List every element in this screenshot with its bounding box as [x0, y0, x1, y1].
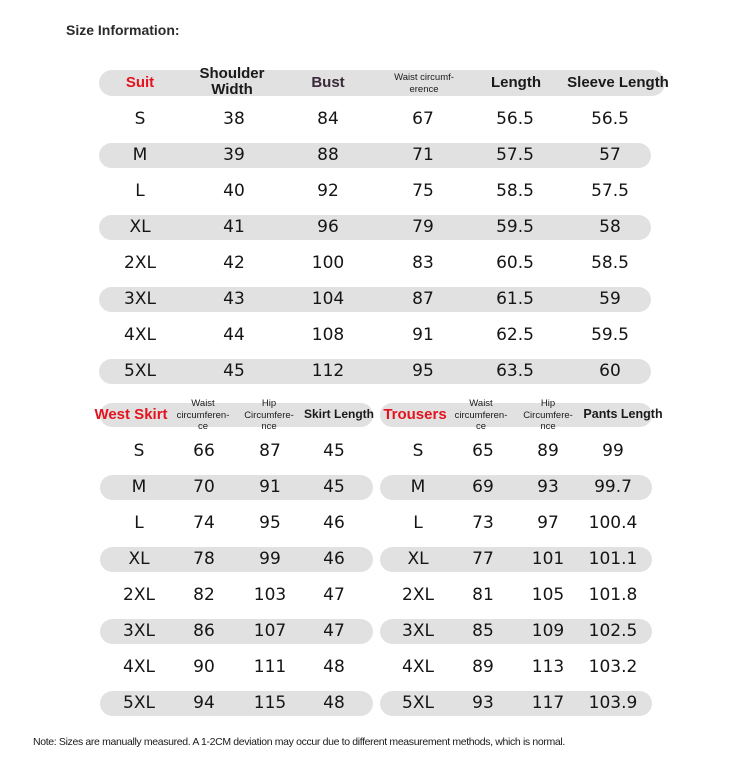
hip: 109 [531, 621, 565, 641]
waist: 85 [472, 621, 494, 641]
waist: 82 [193, 585, 215, 605]
header-skirt-length: Skirt Length [303, 407, 375, 421]
shoulder: 39 [223, 145, 245, 165]
header-bust: Bust [311, 74, 345, 91]
waist: 66 [193, 441, 215, 461]
size: 2XL [123, 585, 155, 605]
size: 4XL [402, 657, 434, 677]
length: 57.5 [496, 145, 534, 165]
bust: 108 [311, 325, 345, 345]
shoulder: 41 [223, 217, 245, 237]
sleeve: 58.5 [591, 253, 629, 273]
size: M [132, 145, 148, 165]
size: S [412, 441, 424, 461]
hip: 113 [531, 657, 565, 677]
length: 59.5 [496, 217, 534, 237]
bust: 84 [317, 109, 339, 129]
hip: 105 [531, 585, 565, 605]
length: 60.5 [496, 253, 534, 273]
size: L [413, 513, 423, 533]
bust: 112 [311, 361, 345, 381]
measurement-note: Note: Sizes are manually measured. A 1-2CM deviation may occur due to different measurement methods, which is normal. [33, 736, 565, 748]
hip: 97 [537, 513, 559, 533]
waist: 67 [412, 109, 434, 129]
size: S [134, 109, 146, 129]
skirt-length: 46 [323, 549, 345, 569]
size: XL [128, 549, 150, 569]
header-suit: Suit [125, 74, 155, 91]
skirt-length: 47 [323, 621, 345, 641]
pants-length: 100.4 [588, 513, 638, 533]
row-stripe [99, 143, 651, 168]
hip: 95 [259, 513, 281, 533]
hip: 89 [537, 441, 559, 461]
shoulder: 38 [223, 109, 245, 129]
waist: 87 [412, 289, 434, 309]
length: 56.5 [496, 109, 534, 129]
size: 4XL [124, 325, 156, 345]
size: L [135, 181, 145, 201]
hip: 107 [253, 621, 287, 641]
size: L [134, 513, 144, 533]
waist: 89 [472, 657, 494, 677]
skirt-length: 48 [323, 693, 345, 713]
size: 3XL [402, 621, 434, 641]
header-waist: Waist circumferen- ce [454, 398, 508, 432]
length: 62.5 [496, 325, 534, 345]
pants-length: 102.5 [588, 621, 638, 641]
sleeve: 57 [599, 145, 621, 165]
header-trousers: Trousers [383, 406, 447, 423]
sleeve: 59 [599, 289, 621, 309]
bust: 88 [317, 145, 339, 165]
hip: 115 [253, 693, 287, 713]
waist: 79 [412, 217, 434, 237]
bust: 104 [311, 289, 345, 309]
hip: 93 [537, 477, 559, 497]
hip: 101 [531, 549, 565, 569]
waist: 93 [472, 693, 494, 713]
sleeve: 60 [599, 361, 621, 381]
sleeve: 58 [599, 217, 621, 237]
shoulder: 40 [223, 181, 245, 201]
waist: 74 [193, 513, 215, 533]
size: 3XL [124, 289, 156, 309]
waist: 94 [193, 693, 215, 713]
size: M [131, 477, 147, 497]
shoulder: 45 [223, 361, 245, 381]
size: 2XL [402, 585, 434, 605]
shoulder: 43 [223, 289, 245, 309]
size: XL [129, 217, 151, 237]
hip: 117 [531, 693, 565, 713]
sleeve: 59.5 [591, 325, 629, 345]
row-stripe [99, 359, 651, 384]
waist: 81 [472, 585, 494, 605]
waist: 77 [472, 549, 494, 569]
waist: 75 [412, 181, 434, 201]
row-stripe [99, 287, 651, 312]
header-hip: Hip Circumfere- nce [244, 398, 294, 432]
bust: 100 [311, 253, 345, 273]
waist: 90 [193, 657, 215, 677]
size: 3XL [123, 621, 155, 641]
waist: 95 [412, 361, 434, 381]
header-length: Length [491, 74, 541, 91]
size: 4XL [123, 657, 155, 677]
shoulder: 44 [223, 325, 245, 345]
length: 63.5 [496, 361, 534, 381]
size: M [410, 477, 426, 497]
waist: 78 [193, 549, 215, 569]
shoulder: 42 [223, 253, 245, 273]
waist: 69 [472, 477, 494, 497]
header-west-skirt: West Skirt [94, 406, 168, 423]
waist: 70 [193, 477, 215, 497]
hip: 111 [253, 657, 287, 677]
pants-length: 103.2 [588, 657, 638, 677]
waist: 65 [472, 441, 494, 461]
page-title: Size Information: [66, 22, 180, 38]
skirt-length: 45 [323, 441, 345, 461]
size: XL [407, 549, 429, 569]
size: 2XL [124, 253, 156, 273]
size: 5XL [402, 693, 434, 713]
waist: 86 [193, 621, 215, 641]
pants-length: 99 [602, 441, 624, 461]
header-waist: Waist circumferen- ce [176, 398, 230, 432]
hip: 91 [259, 477, 281, 497]
waist: 73 [472, 513, 494, 533]
size: 5XL [124, 361, 156, 381]
hip: 87 [259, 441, 281, 461]
skirt-length: 47 [323, 585, 345, 605]
waist: 83 [412, 253, 434, 273]
size: S [133, 441, 145, 461]
skirt-length: 46 [323, 513, 345, 533]
hip: 99 [259, 549, 281, 569]
header-waist: Waist circumf- erence [394, 72, 454, 95]
row-stripe [99, 215, 651, 240]
pants-length: 99.7 [594, 477, 632, 497]
pants-length: 101.1 [588, 549, 638, 569]
pants-length: 101.8 [588, 585, 638, 605]
sleeve: 56.5 [591, 109, 629, 129]
bust: 92 [317, 181, 339, 201]
header-hip: Hip Circumfere- nce [523, 398, 573, 432]
skirt-length: 45 [323, 477, 345, 497]
skirt-length: 48 [323, 657, 345, 677]
header-pants-length: Pants Length [583, 407, 663, 421]
hip: 103 [253, 585, 287, 605]
size: 5XL [123, 693, 155, 713]
pants-length: 103.9 [588, 693, 638, 713]
waist: 71 [412, 145, 434, 165]
sleeve: 57.5 [591, 181, 629, 201]
waist: 91 [412, 325, 434, 345]
length: 61.5 [496, 289, 534, 309]
length: 58.5 [496, 181, 534, 201]
header-sleeve-length: Sleeve Length [567, 74, 669, 91]
bust: 96 [317, 217, 339, 237]
header-shoulder-width: Shoulder Width [199, 65, 265, 98]
